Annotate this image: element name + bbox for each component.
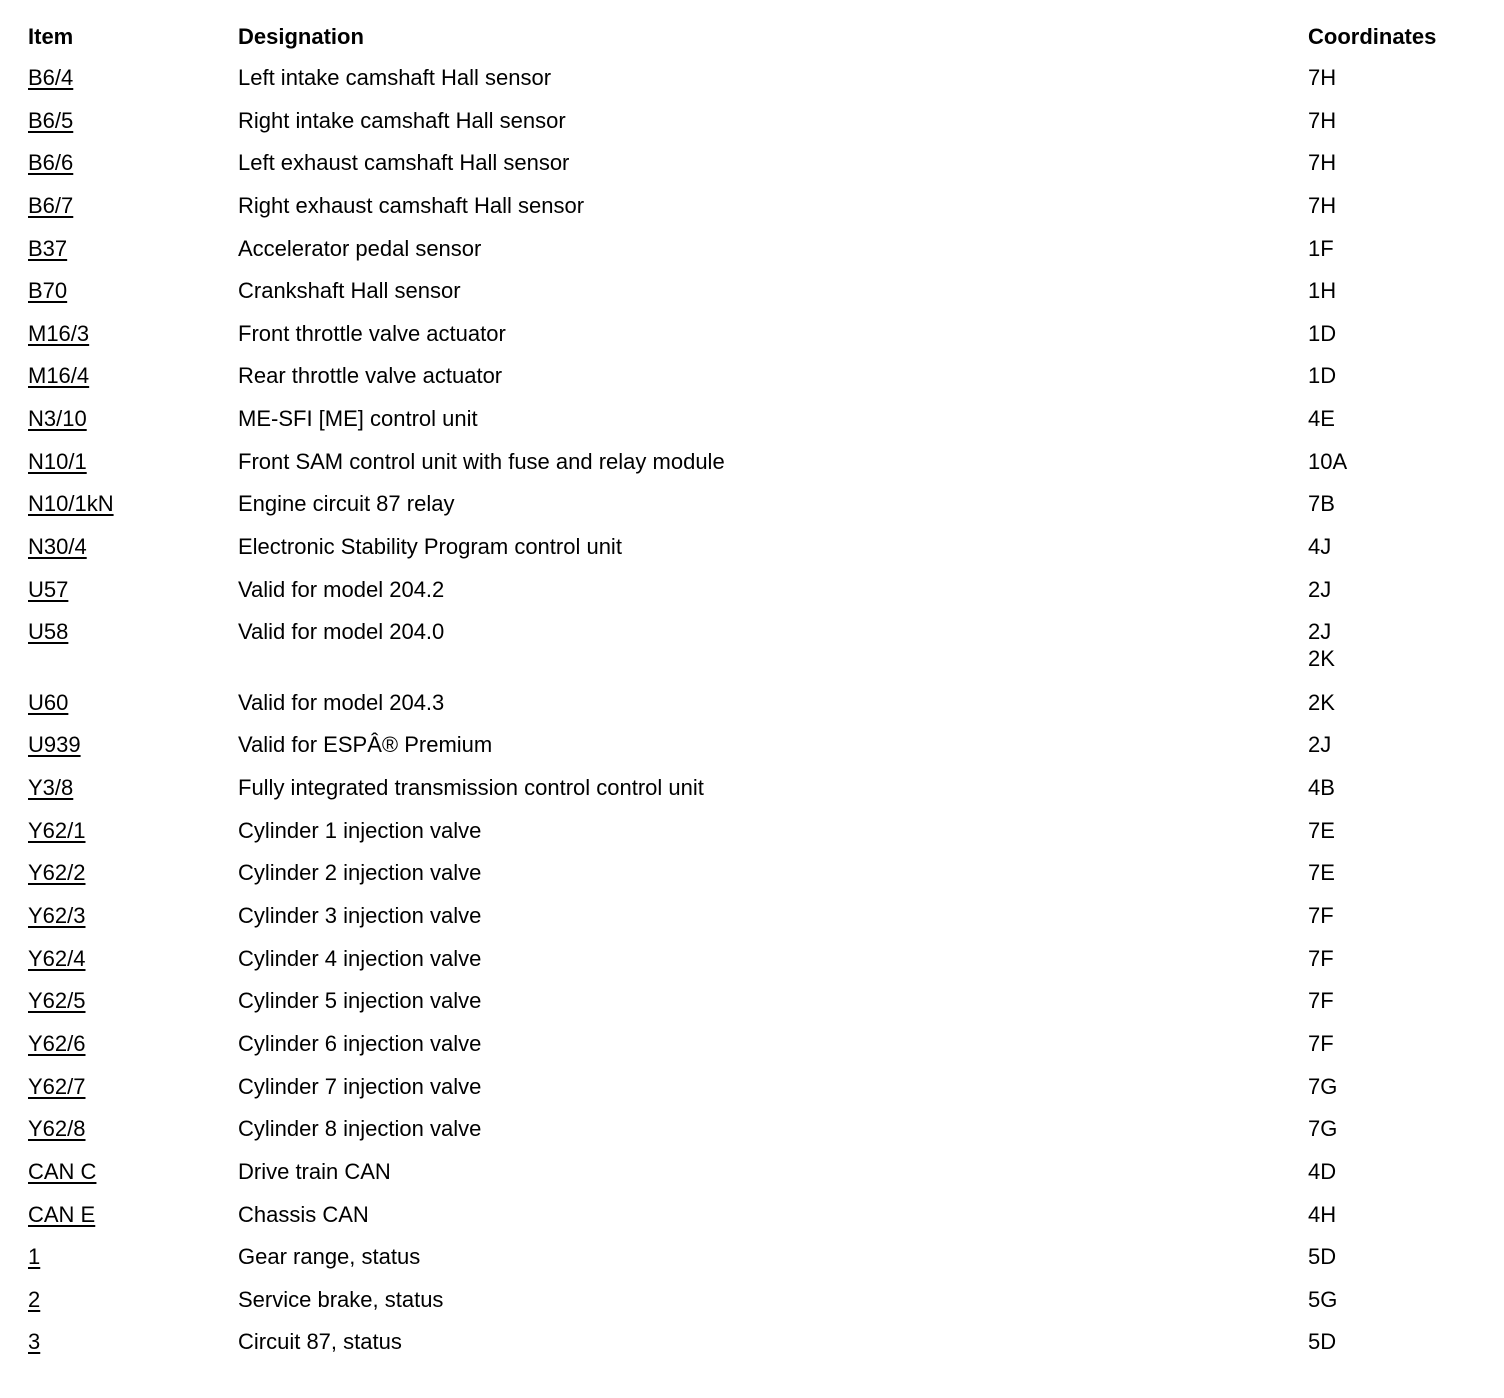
coordinates-cell (1308, 618, 1335, 672)
table-row (28, 902, 1478, 945)
designation-cell: Valid for model 204.0 (238, 619, 445, 645)
table-row (28, 149, 1478, 192)
coordinates-cell (1308, 1328, 1336, 1355)
coordinates-cell (1308, 774, 1335, 801)
item-link[interactable]: B6/5 (28, 107, 74, 133)
coordinates-cell (1308, 277, 1336, 304)
table-row (28, 362, 1478, 405)
item-link[interactable]: M16/4 (28, 363, 90, 389)
table-row (28, 1158, 1478, 1201)
table-row (28, 731, 1478, 774)
item-link[interactable]: N30/4 (28, 534, 87, 560)
designation-cell: Valid for model 204.2 (238, 576, 445, 602)
item-link[interactable]: Y62/3 (28, 903, 86, 929)
coordinates-cell (1308, 859, 1335, 886)
coordinate-value: 7F (1308, 1030, 1334, 1056)
coordinates-cell (1308, 192, 1336, 219)
item-link[interactable]: U58 (28, 619, 69, 645)
designation-cell: Left exhaust camshaft Hall sensor (238, 150, 570, 176)
column-header-designation: Designation (238, 24, 364, 49)
item-link[interactable]: B37 (28, 235, 68, 261)
designation-cell: Cylinder 6 injection valve (238, 1030, 482, 1056)
table-row (28, 1243, 1478, 1286)
coordinate-value: 1H (1308, 278, 1337, 304)
designation-cell: Right intake camshaft Hall sensor (238, 107, 566, 133)
table-row (28, 320, 1478, 363)
item-link[interactable]: B6/4 (28, 65, 74, 90)
table-row (28, 64, 1478, 107)
table-row (28, 533, 1478, 576)
item-link[interactable]: M16/3 (28, 320, 90, 346)
coordinates-cell (1308, 1201, 1336, 1228)
item-link[interactable]: B70 (28, 278, 68, 304)
table-row (28, 774, 1478, 817)
designation-cell: Circuit 87, status (238, 1329, 402, 1355)
table-row (28, 1073, 1478, 1116)
coordinate-value: 7E (1308, 860, 1335, 886)
coordinate-value: 7G (1308, 1073, 1338, 1099)
item-link[interactable]: Y62/6 (28, 1030, 86, 1056)
coordinate-value: 1D (1308, 320, 1337, 346)
coordinate-value: 10A (1308, 448, 1348, 474)
column-header-coordinates: Coordinates (1308, 24, 1437, 49)
item-link[interactable]: N10/1 (28, 448, 87, 474)
coordinate-value: 5D (1308, 1329, 1337, 1355)
coordinate-value: 7H (1308, 107, 1337, 133)
coordinate-value: 4E (1308, 406, 1335, 432)
table-row (28, 689, 1478, 732)
designation-cell: Rear throttle valve actuator (238, 363, 503, 389)
item-link[interactable]: B6/7 (28, 192, 74, 218)
designation-cell: Fully integrated transmission control control unit (238, 775, 704, 801)
designation-cell: Cylinder 8 injection valve (238, 1116, 482, 1142)
table-row (28, 490, 1478, 533)
coordinates-cell (1308, 902, 1334, 929)
coordinate-value: 7F (1308, 903, 1334, 929)
designation-cell: Gear range, status (238, 1244, 421, 1270)
table-row (28, 618, 1478, 689)
coordinates-cell (1308, 235, 1334, 262)
designation-cell: Crankshaft Hall sensor (238, 278, 461, 304)
designation-cell: Cylinder 2 injection valve (238, 860, 482, 886)
item-link[interactable]: 1 (28, 1244, 41, 1270)
designation-cell: Chassis CAN (238, 1201, 369, 1227)
designation-cell: Right exhaust camshaft Hall sensor (238, 192, 585, 218)
table-row (28, 1030, 1478, 1073)
table-row (28, 859, 1478, 902)
coordinate-value: 7G (1308, 1116, 1338, 1142)
coordinate-value: 2J (1308, 732, 1332, 758)
coordinate-value: 7E (1308, 817, 1335, 843)
coordinates-cell (1308, 689, 1335, 716)
coordinate-value: 7F (1308, 988, 1334, 1014)
coordinates-cell (1308, 1243, 1336, 1270)
coordinates-cell (1308, 533, 1331, 560)
designation-cell: Front SAM control unit with fuse and relay module (238, 448, 725, 474)
item-link[interactable]: 2 (28, 1286, 41, 1312)
designation-cell: Engine circuit 87 relay (238, 491, 455, 517)
designation-cell: Cylinder 4 injection valve (238, 945, 482, 971)
item-link[interactable]: Y62/1 (28, 817, 86, 843)
designation-cell: ME-SFI [ME] control unit (238, 406, 478, 432)
designation-cell: Front throttle valve actuator (238, 320, 506, 346)
designation-cell: Valid for ESPÂ® Premium (238, 732, 493, 758)
table-row (28, 1201, 1478, 1244)
table-row (28, 987, 1478, 1030)
item-link[interactable]: Y3/8 (28, 775, 74, 801)
coordinate-value: 7F (1308, 945, 1334, 971)
coordinate-value: 5G (1308, 1286, 1338, 1312)
column-header-item: Item (28, 24, 74, 49)
table-row (28, 448, 1478, 491)
coordinates-cell (1308, 405, 1335, 432)
table-body (28, 64, 1478, 1371)
coordinates-cell (1308, 945, 1334, 972)
item-link[interactable]: N3/10 (28, 406, 87, 432)
coordinates-cell (1308, 731, 1331, 758)
item-link[interactable]: B6/6 (28, 150, 74, 176)
designation-cell: Drive train CAN (238, 1158, 391, 1184)
item-link[interactable]: CAN C (28, 1158, 97, 1184)
designation-cell: Cylinder 5 injection valve (238, 988, 482, 1014)
coordinate-value: 2K (1308, 646, 1335, 672)
table-row (28, 277, 1478, 320)
coordinates-cell (1308, 1030, 1334, 1057)
coordinates-cell (1308, 362, 1336, 389)
designation-cell: Left intake camshaft Hall sensor (238, 65, 552, 90)
coordinate-value: 4H (1308, 1201, 1337, 1227)
table-row (28, 1115, 1478, 1158)
coordinate-value: 2J (1308, 619, 1332, 645)
table-row (28, 235, 1478, 278)
table-row (28, 817, 1478, 860)
coordinates-cell (1308, 1158, 1336, 1185)
item-link[interactable]: Y62/2 (28, 860, 86, 886)
coordinates-cell (1308, 490, 1335, 517)
item-link[interactable]: N10/1kN (28, 491, 114, 517)
coordinate-value: 1D (1308, 363, 1337, 389)
coordinates-cell (1308, 987, 1334, 1014)
coordinates-cell (1308, 1115, 1337, 1142)
item-link[interactable]: Y62/5 (28, 988, 86, 1014)
coordinates-cell (1308, 576, 1331, 603)
table-row (28, 1286, 1478, 1329)
coordinate-value: 7H (1308, 65, 1337, 90)
designation-cell: Cylinder 7 injection valve (238, 1073, 482, 1099)
coordinates-cell (1308, 149, 1336, 176)
table-row (28, 405, 1478, 448)
coordinates-cell (1308, 64, 1336, 91)
table-row (28, 1328, 1478, 1371)
legend-table (28, 20, 1478, 1371)
coordinate-value: 2K (1308, 689, 1335, 715)
item-link[interactable]: U57 (28, 576, 69, 602)
coordinate-value: 1F (1308, 235, 1334, 261)
item-link[interactable]: Y62/8 (28, 1116, 86, 1142)
designation-cell: Cylinder 3 injection valve (238, 903, 482, 929)
table-row (28, 107, 1478, 150)
table-row (28, 192, 1478, 235)
item-link[interactable]: CAN E (28, 1201, 96, 1227)
coordinate-value: 4D (1308, 1158, 1337, 1184)
coordinate-value: 7H (1308, 150, 1337, 176)
item-link[interactable]: 3 (28, 1329, 41, 1355)
coordinates-cell (1308, 1073, 1337, 1100)
coordinates-cell (1308, 107, 1336, 134)
table-header (28, 20, 1478, 64)
designation-cell: Electronic Stability Program control unit (238, 534, 622, 560)
coordinate-value: 2J (1308, 576, 1332, 602)
coordinate-value: 5D (1308, 1244, 1337, 1270)
coordinates-cell (1308, 1286, 1337, 1313)
designation-cell: Valid for model 204.3 (238, 689, 445, 715)
item-link[interactable]: Y62/4 (28, 945, 86, 971)
coordinates-cell (1308, 817, 1335, 844)
coordinates-cell (1308, 448, 1347, 475)
item-link[interactable]: U939 (28, 732, 81, 758)
item-link[interactable]: Y62/7 (28, 1073, 86, 1099)
coordinate-value: 4J (1308, 534, 1332, 560)
designation-cell: Accelerator pedal sensor (238, 235, 482, 261)
coordinates-cell (1308, 320, 1336, 347)
table-row (28, 945, 1478, 988)
coordinate-value: 7H (1308, 192, 1337, 218)
coordinate-value: 4B (1308, 775, 1335, 801)
item-link[interactable]: U60 (28, 689, 69, 715)
designation-cell: Service brake, status (238, 1286, 444, 1312)
designation-cell: Cylinder 1 injection valve (238, 817, 482, 843)
table-row (28, 576, 1478, 619)
coordinate-value: 7B (1308, 491, 1335, 517)
